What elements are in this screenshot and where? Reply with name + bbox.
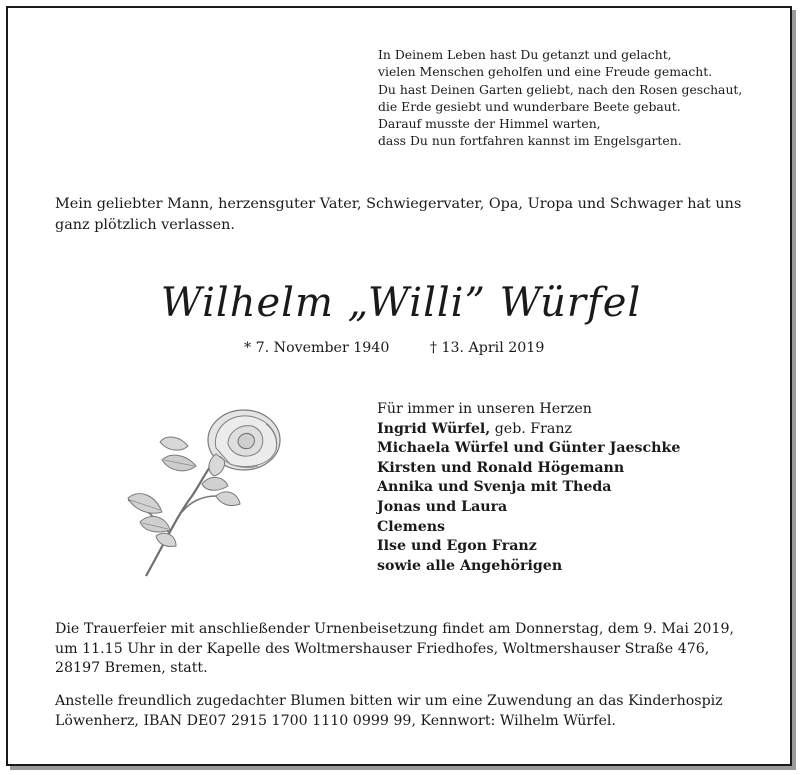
- intro-line: Mein geliebter Mann, herzensguter Vater, Schwiegervater, Opa, Uropa und Schwager hat uns: [55, 196, 742, 212]
- service-line: Die Trauerfeier mit anschließender Urnenbeisetzung findet am Donnerstag, dem 9. Mai 2019,: [55, 621, 735, 637]
- family-member: sowie alle Angehörigen: [377, 557, 563, 574]
- family-member: Ilse und Egon Franz: [377, 538, 537, 555]
- widow-maiden-name: geb. Franz: [490, 420, 572, 437]
- poem-line: die Erde gesiebt und wunderbare Beete gebaut.: [378, 98, 681, 114]
- poem-line: dass Du nun fortfahren kannst im Engelsgarten.: [378, 133, 682, 149]
- intro-line: ganz plötzlich verlassen.: [55, 217, 236, 233]
- poem-line: Du hast Deinen Garten geliebt, nach den Rosen geschaut,: [378, 81, 743, 97]
- donation-line: Anstelle freundlich zugedachter Blumen bitten wir um eine Zuwendung an das Kinderhospiz: [55, 693, 723, 709]
- life-dates: [244, 340, 544, 356]
- service-line: 28197 Bremen, statt.: [55, 660, 208, 677]
- family-heading: Für immer in unseren Herzen: [377, 401, 592, 417]
- family-member: Jonas und Laura: [377, 498, 508, 515]
- obituary-frame: [6, 6, 792, 766]
- rose-icon: [116, 404, 286, 579]
- family-member: Clemens: [377, 518, 446, 535]
- donation-line: Löwenherz, IBAN DE07 2915 1700 1110 0999 99, Kennwort: Wilhelm Würfel.: [55, 712, 616, 729]
- poem: [378, 46, 742, 150]
- family-list: [377, 400, 680, 576]
- widow-name: Ingrid Würfel,: [377, 420, 491, 437]
- service-line: um 11.15 Uhr in der Kapelle des Woltmershauser Friedhofes, Woltmershauser Straße 476,: [55, 640, 710, 657]
- family-member: Annika und Svenja mit Theda: [377, 479, 612, 496]
- funeral-service-info: [55, 620, 734, 679]
- family-member: Michaela Würfel und Günter Jaeschke: [377, 440, 681, 457]
- poem-line: In Deinem Leben hast Du getanzt und gelacht,: [378, 47, 672, 62]
- death-date: † 13. April 2019: [429, 340, 545, 356]
- deceased-name: Wilhelm „Willi” Würfel: [160, 280, 642, 326]
- family-member: [377, 420, 680, 440]
- poem-line: Darauf musste der Himmel warten,: [378, 116, 601, 132]
- birth-date: * 7. November 1940: [244, 340, 390, 356]
- poem-line: vielen Menschen geholfen und eine Freude gemacht.: [378, 64, 713, 80]
- family-member: Kirsten und Ronald Högemann: [377, 459, 625, 476]
- donation-request: [55, 692, 723, 731]
- intro-text: [55, 194, 767, 236]
